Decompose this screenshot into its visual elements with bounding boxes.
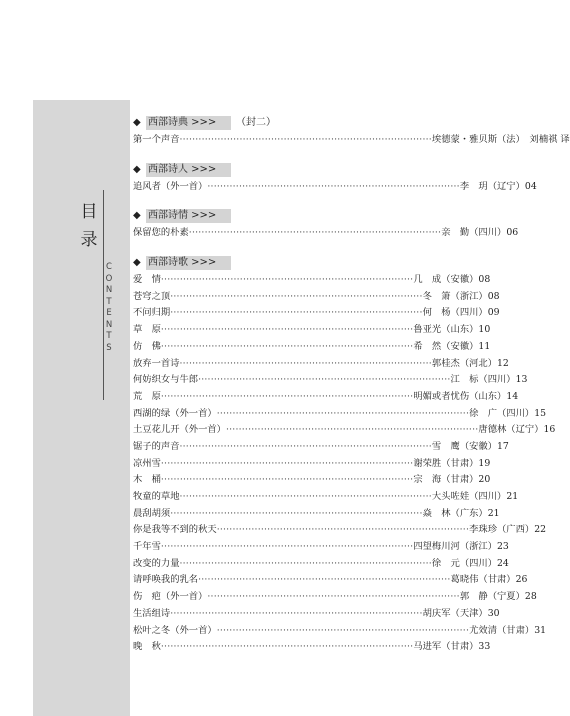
entry-title: 晚 秋 [133,641,161,653]
entry-author: 葛晓伟（甘肃） [450,574,516,586]
contents-vertical-label [104,262,114,354]
dot-leader: ················································································ [179,134,432,145]
toc-entry[interactable] [133,372,528,389]
toc-section [133,256,556,656]
toc-entry[interactable] [133,472,491,489]
entry-author: 几 成（安徽） [413,274,479,286]
diamond-bullet-icon: ◆ [133,117,141,128]
toc-entry[interactable] [133,356,509,373]
contents-letter: S [106,342,112,353]
entry-title: 锯子的声音 [133,440,180,452]
entry-author: 李珠珍（广西） [469,524,535,536]
dot-leader: ················································································ [179,440,432,452]
entry-title: 不问归期 [133,307,171,319]
toc-entry[interactable] [133,456,491,473]
contents-letter: T [106,331,112,341]
entry-author: 埃德蒙・雅贝斯（法） 刘楠祺 译 [431,134,570,145]
dot-leader: ················································································ [170,290,423,302]
toc-entry[interactable] [133,606,500,623]
entry-title: 爱 情 [133,274,161,286]
toc-section [133,116,570,149]
toc-entry[interactable] [133,439,509,456]
entry-author: 江 标（四川） [450,374,516,386]
dot-leader: ················································································ [179,357,432,369]
entry-title: 保留您的朴素 [133,227,189,239]
contents-letter: N [105,319,113,330]
toc-entry[interactable] [133,572,528,589]
toc-entry[interactable] [133,539,509,556]
entry-title: 请呼唤我的乳名 [133,574,199,586]
dot-leader: ················································································ [198,374,451,386]
contents-letter: T [106,296,112,307]
section-header [133,209,468,223]
dot-leader: ················································································ [216,407,470,419]
entry-title: 晨刮胡须 [133,507,171,519]
entry-author: 希 然（安徽） [413,340,479,352]
dot-leader: ················································································ [170,607,423,619]
contents-letter: E [106,308,112,318]
toc-entry[interactable] [133,556,509,573]
toc-entry[interactable] [133,589,537,606]
dot-leader: ················································································ [225,424,479,436]
entry-page-number: 04 [524,180,537,192]
toc-entry[interactable] [133,305,500,322]
entry-page-number: 13 [515,374,528,386]
dot-leader: ················································································ [170,507,423,519]
entry-title: 西湖的绿（外一首） [133,407,217,419]
toc-title-char: 目 [80,202,98,222]
entry-page-number: 26 [515,574,528,586]
entry-title: 草 原 [133,324,161,336]
entry-author: 徐 广（四川） [469,407,535,419]
dot-leader: ················································································ [160,324,414,336]
toc-entry[interactable] [133,339,491,356]
entry-page-number: 09 [487,307,500,319]
entry-title: 荒 原 [133,390,161,402]
table-of-contents [133,116,570,670]
section-note: （封二） [236,117,276,128]
entry-page-number: 22 [534,524,547,536]
entry-author: 大头咗娃（四川） [431,491,507,502]
entry-page-number: 24 [497,557,509,569]
dot-leader: ················································································ [198,574,451,586]
entry-author: 唐德林（辽宁） [478,424,544,436]
dot-leader: ················································································ [216,624,470,636]
dot-leader: ················································································ [160,274,414,286]
toc-entry[interactable] [133,272,491,289]
entry-author: 冬 箫（浙江） [422,290,488,302]
entry-title: 改变的力量 [133,557,180,569]
toc-entry[interactable] [133,422,556,439]
entry-title: 木 桶 [133,474,161,486]
toc-entry[interactable] [133,132,570,149]
entry-page-number: 11 [478,340,491,352]
dot-leader: ················································································ [160,474,414,486]
toc-entry[interactable] [133,639,491,656]
section-header [133,256,468,270]
entry-author: 徐 元（四川） [431,557,498,569]
section-label: 西部诗人 >>> [148,163,217,175]
entry-page-number: 14 [506,390,519,402]
dot-leader: ················································································ [179,491,432,502]
toc-entry[interactable] [133,225,519,242]
dot-leader: ················································································ [207,180,460,192]
entry-author: 亲 勤（四川） [441,227,507,239]
entry-page-number: 21 [506,491,519,502]
dot-leader: ················································································ [160,390,414,402]
entry-page-number: 20 [478,474,491,486]
entry-page-number: 17 [497,440,509,452]
entry-page-number: 33 [478,641,491,653]
section-label: 西部诗歌 >>> [148,257,217,269]
dot-leader: ················································································ [216,524,470,536]
toc-entry[interactable] [133,179,537,196]
contents-letter: C [106,262,112,272]
dot-leader: ················································································ [160,457,414,469]
section-label: 西部诗情 >>> [148,210,217,222]
toc-entry[interactable] [133,406,547,423]
diamond-bullet-icon: ◆ [133,257,141,269]
section-label: 西部诗典 >>> [148,117,217,128]
entry-page-number: 16 [543,424,556,436]
entry-author: 马进军（甘肃） [413,641,479,653]
toc-entry[interactable] [133,623,547,640]
entry-author: 何 杨（四川） [422,307,488,319]
entry-author: 雪 鹰（安徽） [431,440,498,452]
toc-entry[interactable] [133,322,491,339]
entry-title: 你是我等不到的秋天 [133,524,217,536]
entry-page-number: 21 [487,507,500,519]
entry-author: 郭 静（宁夏） [459,591,525,603]
entry-page-number: 31 [534,624,547,636]
toc-section [133,209,519,242]
entry-title: 土豆花儿开（外一首） [133,424,226,436]
section-header [133,163,468,177]
entry-author: 尤效清（甘肃） [469,624,535,636]
entry-page-number: 15 [534,407,547,419]
entry-page-number: 12 [497,357,509,369]
toc-entry[interactable] [133,389,519,406]
dot-leader: ················································································ [179,557,432,569]
entry-author: 胡庆军（天津） [422,607,488,619]
entry-page-number: 19 [478,457,491,469]
diamond-bullet-icon: ◆ [133,163,141,175]
entry-page-number: 28 [524,591,537,603]
entry-title: 苍穹之顶 [133,290,171,302]
toc-entry[interactable] [133,489,519,506]
entry-title: 松叶之冬（外一首） [133,624,217,636]
sidebar-panel [33,100,130,716]
entry-author: 鲁亚光（山东） [413,324,479,336]
entry-title: 牧童的草地 [133,491,180,502]
entry-title: 仿 佛 [133,340,161,352]
section-header [133,116,468,130]
entry-page-number: 10 [478,324,491,336]
entry-page-number: 08 [487,290,500,302]
dot-leader: ················································································ [188,227,442,239]
entry-title: 何妨织女与牛郎 [133,374,199,386]
entry-author: 谢荣胜（甘肃） [413,457,479,469]
toc-title [78,198,100,254]
dot-leader: ················································································ [207,591,460,603]
dot-leader: ················································································ [160,641,414,653]
entry-author: 郭桂杰（河北） [431,357,498,369]
toc-title-char: 录 [80,230,98,250]
entry-title: 生活组诗 [133,607,171,619]
dot-leader: ················································································ [160,541,414,553]
entry-author: 四望梅川河（浙江） [413,541,498,553]
entry-page-number: 08 [478,274,491,286]
entry-title: 凉州雪 [133,457,161,469]
toc-section [133,163,537,196]
entry-page-number: 23 [497,541,509,553]
entry-title: 放弃一首诗 [133,357,180,369]
dot-leader: ················································································ [170,307,423,319]
toc-entry[interactable] [133,289,500,306]
entry-page-number: 06 [506,227,519,239]
toc-entry[interactable] [133,506,500,523]
entry-author: 宗 海（甘肃） [413,474,479,486]
dot-leader: ················································································ [160,340,414,352]
entry-page-number: 30 [487,607,500,619]
contents-letter: O [105,273,113,284]
toc-entry[interactable] [133,522,547,539]
contents-letter: N [105,285,113,295]
entry-title: 第一个声音 [133,134,180,145]
entry-title: 追风者（外一首） [133,180,208,192]
diamond-bullet-icon: ◆ [133,210,141,222]
entry-title: 伤 疤（外一首） [133,591,208,603]
entry-author: 明媚或者忧伤（山东） [413,390,507,402]
entry-title: 千年雪 [133,541,161,553]
entry-author: 焱 林（广东） [422,507,488,519]
entry-author: 李 玥（辽宁） [459,180,525,192]
